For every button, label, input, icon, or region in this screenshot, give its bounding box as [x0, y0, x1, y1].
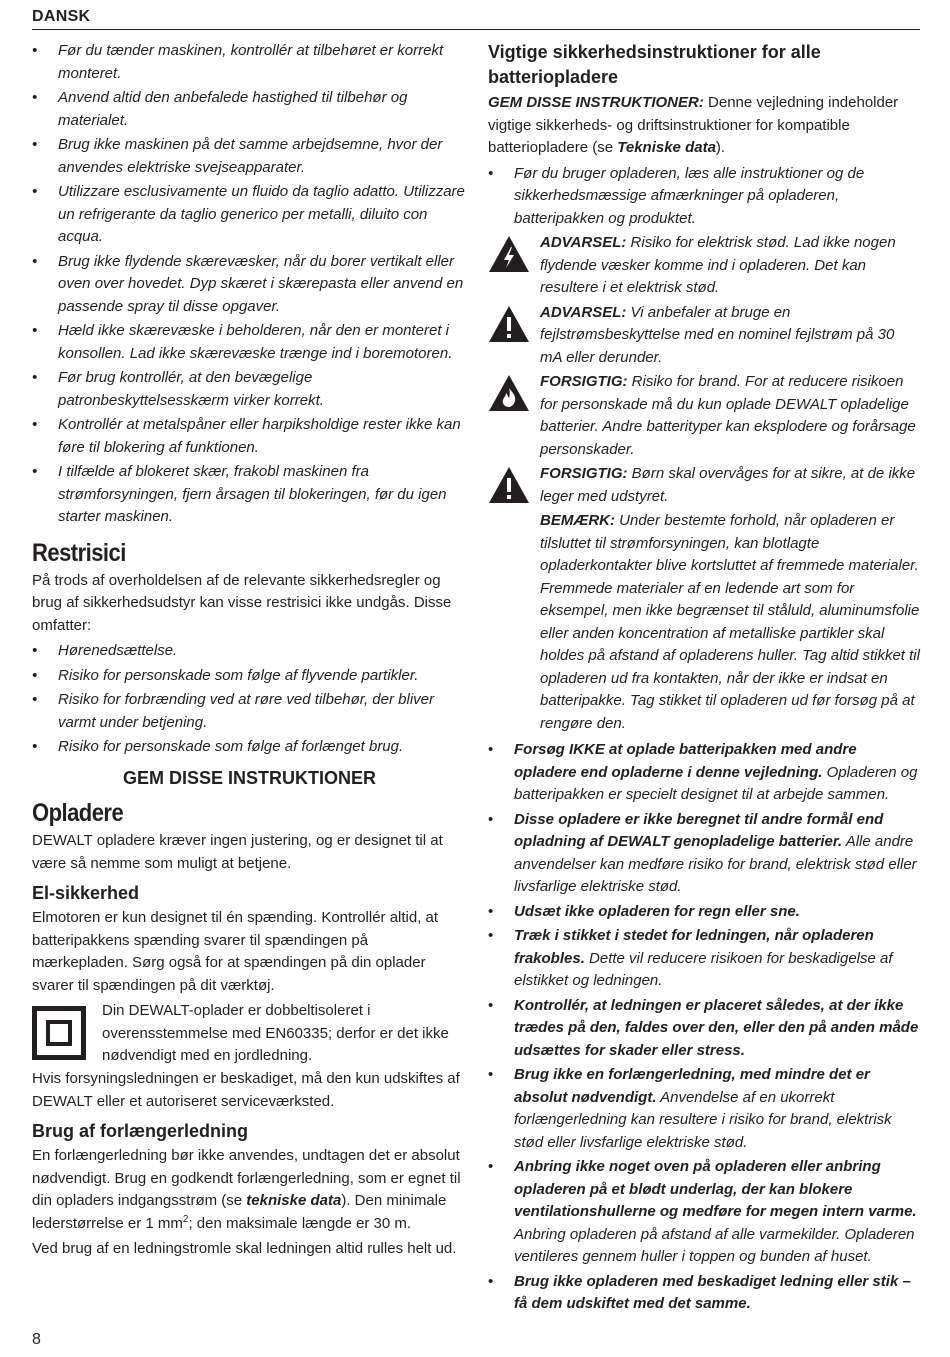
- language-label: DANSK: [32, 8, 91, 25]
- cord-replace-text: Hvis forsyningsledningen er beskadiget, må den kun udskiftes af DEWALT eller et autoriseret serviceværksted.: [32, 1070, 460, 1110]
- list-item: • Træk i stikket i stedet for ledningen, når opladeren frakobles. Dette vil reducere risikoen for beskadigelse af elstikket og ledningen.: [488, 925, 920, 993]
- electric-shock-warning-icon: [488, 235, 530, 273]
- list-item: • Brug ikke maskinen på det samme arbejdsemne, hvor der anvendes elektriske svejseapparater.: [32, 134, 467, 179]
- el-sikkerhed-text: Elmotoren er kun designet til én spænding. Kontrollér altid, at batteripakkens spænding svarer til spændingen på mærkepladen. Sørg også for at spændingen på din oplader svarer til spændingen på dit værktøj.: [32, 909, 439, 994]
- opladere-text: DEWALT opladere kræver ingen justering, og er designet til at være så nemme som muligt at betjene.: [32, 832, 443, 872]
- list-item: • Disse opladere er ikke beregnet til andre formål end opladning af DEWALT genopladelige batterier. Alle andre anvendelser kan medføre risiko for brand, elektrisk stød eller livsfarlige elektriske stød.: [488, 809, 920, 899]
- fire-warning-icon: [488, 374, 530, 412]
- header-divider: [32, 29, 920, 30]
- page-number: 8: [32, 1331, 41, 1348]
- extension-cord-text: En forlængerledning bør ikke anvendes, undtagen det er absolut nødvendigt. Brug en godkendt forlængerledning, som er egnet til din opladers indgangsstrøm (se tekniske data). Den minimale lederstørrelse er 1 $mm^2$; den maksimale længde er 30 m.: [32, 1147, 461, 1232]
- list-item: • Anbring ikke noget oven på opladeren eller anbring opladeren på et blødt underlag, der kan blokere ventilationshullerne og medføre for megen intern varme. Anbring opladeren på afstand af alle varmekilder. Opladeren ventileres gennem huller i toppen og bunden af huset.: [488, 1156, 920, 1269]
- list-item: • Før du tænder maskinen, kontrollér at tilbehøret er korrekt monteret.: [32, 40, 467, 85]
- exclamation-caution-icon: [488, 466, 530, 504]
- caution-fire: FORSIGTIG: Risiko for brand. For at reducere risikoen for personskade må du kun oplade DEWALT opladelige batterier. Andre batterityper kan eksplodere og forårsage personskader.: [488, 371, 920, 461]
- left-column: [32, 40, 467, 1264]
- double-insulated-text: Din DEWALT-oplader er dobbeltisoleret i overensstemmelse med EN60335; derfor er det ikke nødvendigt med en jordledning.: [102, 1002, 449, 1064]
- list-item: • Kontrollér, at ledningen er placeret således, at der ikke trædes på den, faldes over den, eller den på anden måde udsættes for skader eller stress.: [488, 995, 920, 1063]
- note-block: BEMÆRK: Under bestemte forhold, når opladeren er tilsluttet til strømforsyningen, kan blotlagte opladerkontakter blive kortsluttet af fremmede materialer. Fremmede materialer af en ledende art som for eksempel, men ikke begrænset til ståluld, aluminumsfolie eller anden koncentration af metalliske partikler skal holdes på afstand af opladerens huller. Tag altid stikket til opladeren ud fra kontakten, når der ikke er indsat en batteripakke. Tag stikket til opladeren ud før forsøg på at rengøre den.: [540, 512, 920, 732]
- restrisici-intro: På trods af overholdelsen af de relevante sikkerhedsregler og brug af sikkerhedsudstyr kan visse restrisici ikke undgås. Disse omfatter:: [32, 571, 452, 634]
- extension-cord-heading: Brug af forlængerledning: [32, 1121, 248, 1141]
- double-insulation-icon: [32, 1006, 86, 1060]
- list-item: • Før du bruger opladeren, læs alle instruktioner og de sikkerhedsmæssige afmærkninger på opladeren, batteripakken og produktet.: [488, 163, 920, 231]
- charger-bullet-list: [488, 739, 920, 1316]
- list-item: • Risiko for personskade som følge af flyvende partikler.: [32, 665, 467, 688]
- list-item: • Anvend altid den anbefalede hastighed til tilbehør og materialet.: [32, 87, 467, 132]
- list-item: • Hæld ikke skærevæske i beholderen, når den er monteret i konsollen. Lad ikke skærevæske trænge ind i boremotoren.: [32, 320, 467, 365]
- list-item: • Brug ikke opladeren med beskadiget ledning eller stik –få dem udskiftet med det samme.: [488, 1271, 920, 1316]
- double-insulated-block: [32, 1000, 467, 1068]
- list-item: • Kontrollér at metalspåner eller harpiksholdige rester ikke kan føre til blokering af funktionen.: [32, 414, 467, 459]
- cord-reel-text: Ved brug af en ledningstromle skal ledningen altid rulles helt ud.: [32, 1240, 457, 1257]
- list-item: • Før brug kontrollér, at den bevægelige patronbeskyttelsesskærm virker korrekt.: [32, 367, 467, 412]
- caution-children: FORSIGTIG: Børn skal overvåges for at sikre, at de ikke leger med udstyret.: [488, 463, 920, 508]
- restrisici-heading: Restrisici: [32, 538, 126, 567]
- charger-safety-heading: Vigtige sikkerhedsinstruktioner for alle batteriopladere: [488, 42, 821, 87]
- safety-bullet-list: [32, 40, 467, 529]
- save-instructions-heading: GEM DISSE INSTRUKTIONER: [122, 767, 377, 788]
- list-item: • Brug ikke en forlængerledning, med mindre det er absolut nødvendigt. Anvendelse af en ukorrekt forlængerledning kan resultere i risiko for brand, elektrisk stød eller livsfarlige elektriske stød.: [488, 1064, 920, 1154]
- opladere-heading: Opladere: [32, 799, 124, 827]
- right-column: [488, 40, 920, 1318]
- list-item: • Utilizzare esclusivamente un fluido da taglio adatto. Utilizzare un refrigerante da taglio generico per metalli, diluito con acqua.: [32, 181, 467, 249]
- el-sikkerhed-heading: El-sikkerhed: [32, 883, 140, 903]
- charger-intro: GEM DISSE INSTRUKTIONER: Denne vejledning indeholder vigtige sikkerheds- og driftsinstruktioner for kompatible batteriopladere (se Tekniske data).: [488, 94, 899, 156]
- restrisici-list: [32, 640, 467, 759]
- list-item: • Forsøg IKKE at oplade batteripakken med andre opladere end opladerne i denne vejledning. Opladeren og batteripakken er specielt designet til at arbejde sammen.: [488, 739, 920, 807]
- list-item: • Udsæt ikke opladeren for regn eller sne.: [488, 901, 920, 924]
- warning-electric: ADVARSEL: Risiko for elektrisk stød. Lad ikke nogen flydende væsker komme ind i opladeren. Det kan resultere i et elektrisk stød.: [488, 232, 920, 300]
- list-item: • I tilfælde af blokeret skær, frakobl maskinen fra strømforsyningen, fjern årsagen til blokeringen, før du igen starter maskinen.: [32, 461, 467, 529]
- warning-rcd: ADVARSEL: Vi anbefaler at bruge en fejlstrømsbeskyttelse med en nominel fejlstrøm på 30 mA eller derunder.: [488, 302, 920, 370]
- list-item: • Risiko for forbrænding ved at røre ved tilbehør, der bliver varmt under betjening.: [32, 689, 467, 734]
- exclamation-warning-icon: [488, 305, 530, 343]
- list-item: • Risiko for personskade som følge af forlænget brug.: [32, 736, 467, 759]
- list-item: • Hørenedsættelse.: [32, 640, 467, 663]
- list-item: • Brug ikke flydende skærevæsker, når du borer vertikalt eller oven over hovedet. Dyp skæret i skærepasta eller anvend en passende spray til disse opgaver.: [32, 251, 467, 319]
- charger-first-bullet: [488, 163, 920, 231]
